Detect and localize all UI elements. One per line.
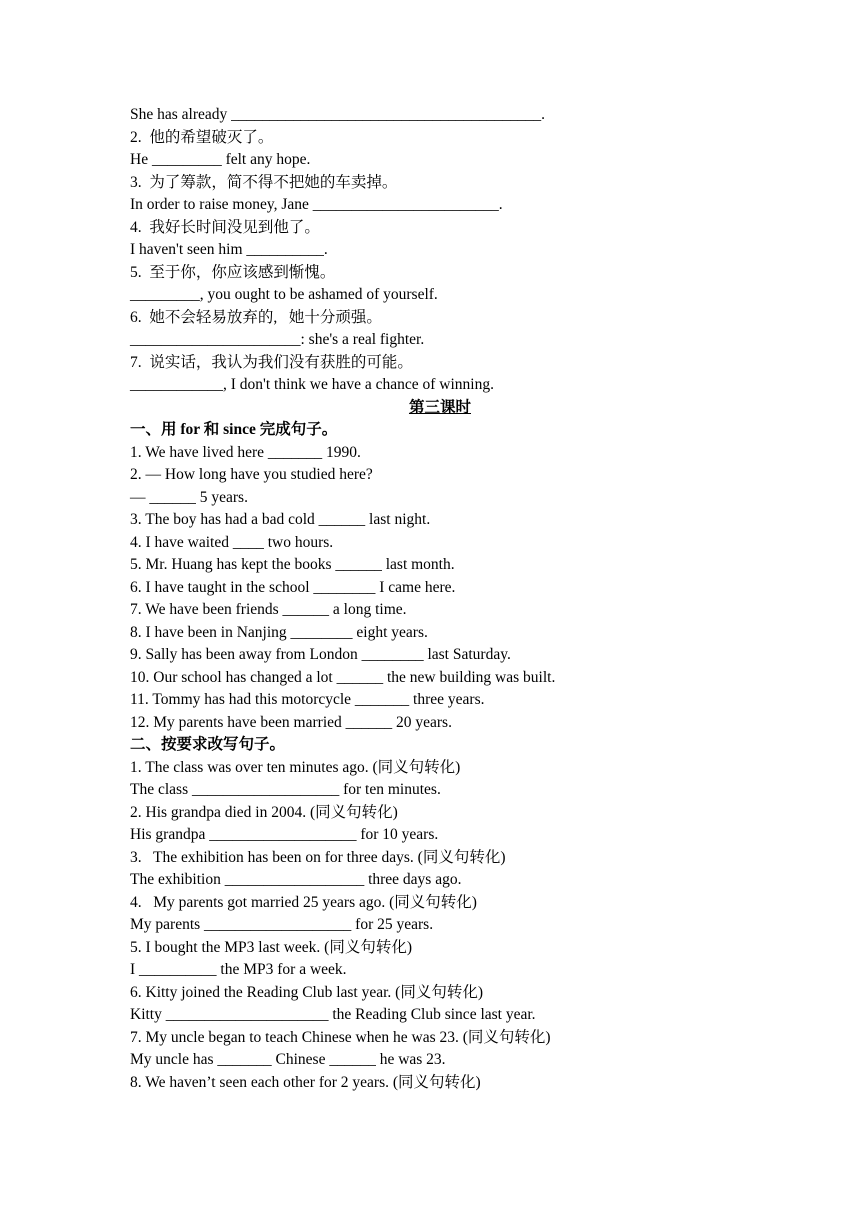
text-line: 8. I have been in Nanjing ________ eight years.: [130, 623, 428, 641]
text-line: 4. 我好长时间没见到他了。: [130, 218, 320, 236]
text-line: ____________, I don't think we have a chance of winning.: [130, 376, 494, 393]
text-line: 7. We have been friends ______ a long time.: [130, 601, 407, 618]
text-line: — ______ 5 years.: [130, 488, 248, 506]
text-line: His grandpa ___________________ for 10 years.: [130, 826, 439, 843]
text-line: 4. My parents got married 25 years ago. (同义句转化): [130, 893, 477, 911]
text-line: My parents ___________________ for 25 years.: [130, 916, 434, 933]
text-line: The class ___________________ for ten minutes.: [130, 781, 441, 798]
text-line: 2. — How long have you studied here?: [130, 466, 373, 483]
text-line: 1. The class was over ten minutes ago. (同义句转化): [130, 758, 461, 776]
text-line: 8. We haven’t seen each other for 2 years. (同义句转化): [130, 1073, 481, 1091]
text-line: 5. Mr. Huang has kept the books ______ last month.: [130, 556, 455, 573]
text-line: The exhibition __________________ three days ago.: [130, 871, 462, 888]
text-line: 9. Sally has been away from London ________ last Saturday.: [130, 646, 511, 663]
text-line: 3. 为了筹款，简不得不把她的车卖掉。: [130, 173, 398, 191]
text-line: 11. Tommy has had this motorcycle _______ three years.: [130, 691, 485, 708]
text-line: 7. 说实话，我认为我们没有获胜的可能。: [130, 353, 413, 371]
text-line: 1. We have lived here _______ 1990.: [130, 443, 361, 461]
text-line: 7. My uncle began to teach Chinese when he was 23. (同义句转化): [130, 1028, 551, 1046]
text-line: 3. The exhibition has been on for three days. (同义句转化): [130, 848, 506, 866]
text-line: 6. Kitty joined the Reading Club last year. (同义句转化): [130, 983, 484, 1001]
text-line: 3. The boy has had a bad cold ______ last night.: [130, 511, 431, 528]
text-line: My uncle has _______ Chinese ______ he was 23.: [130, 1051, 446, 1068]
text-line: _________, you ought to be ashamed of yourself.: [130, 286, 438, 303]
text-line: ______________________: she's a real fighter.: [130, 331, 425, 348]
text-line: She has already ________________________________________.: [130, 106, 546, 123]
text-line: 2. His grandpa died in 2004. (同义句转化): [130, 803, 398, 821]
section-heading: 二、按要求改写句子。: [130, 736, 286, 753]
text-line: 6. I have taught in the school ________ I came here.: [130, 578, 456, 596]
text-line: 12. My parents have been married ______ 20 years.: [130, 713, 452, 731]
text-line: He _________ felt any hope.: [130, 151, 311, 168]
worksheet-content: [130, 104, 750, 1094]
text-line: 10. Our school has changed a lot ______ the new building was built.: [130, 668, 556, 686]
text-line: 2. 他的希望破灭了。: [130, 128, 274, 146]
text-line: In order to raise money, Jane ________________________.: [130, 196, 503, 213]
section-heading: 一、用 for 和 since 完成句子。: [130, 421, 338, 438]
text-line: I haven't seen him __________.: [130, 241, 328, 258]
text-line: 5. I bought the MP3 last week. (同义句转化): [130, 938, 412, 956]
text-line: Kitty _____________________ the Reading Club since last year.: [130, 1006, 536, 1023]
text-line: 5. 至于你，你应该感到惭愧。: [130, 263, 336, 281]
text-line: 4. I have waited ____ two hours.: [130, 533, 334, 551]
text-line: 6. 她不会轻易放弃的, 她十分顽强。: [130, 308, 382, 326]
lesson-title: 第三课时: [408, 398, 471, 416]
text-line: I __________ the MP3 for a week.: [130, 961, 347, 978]
